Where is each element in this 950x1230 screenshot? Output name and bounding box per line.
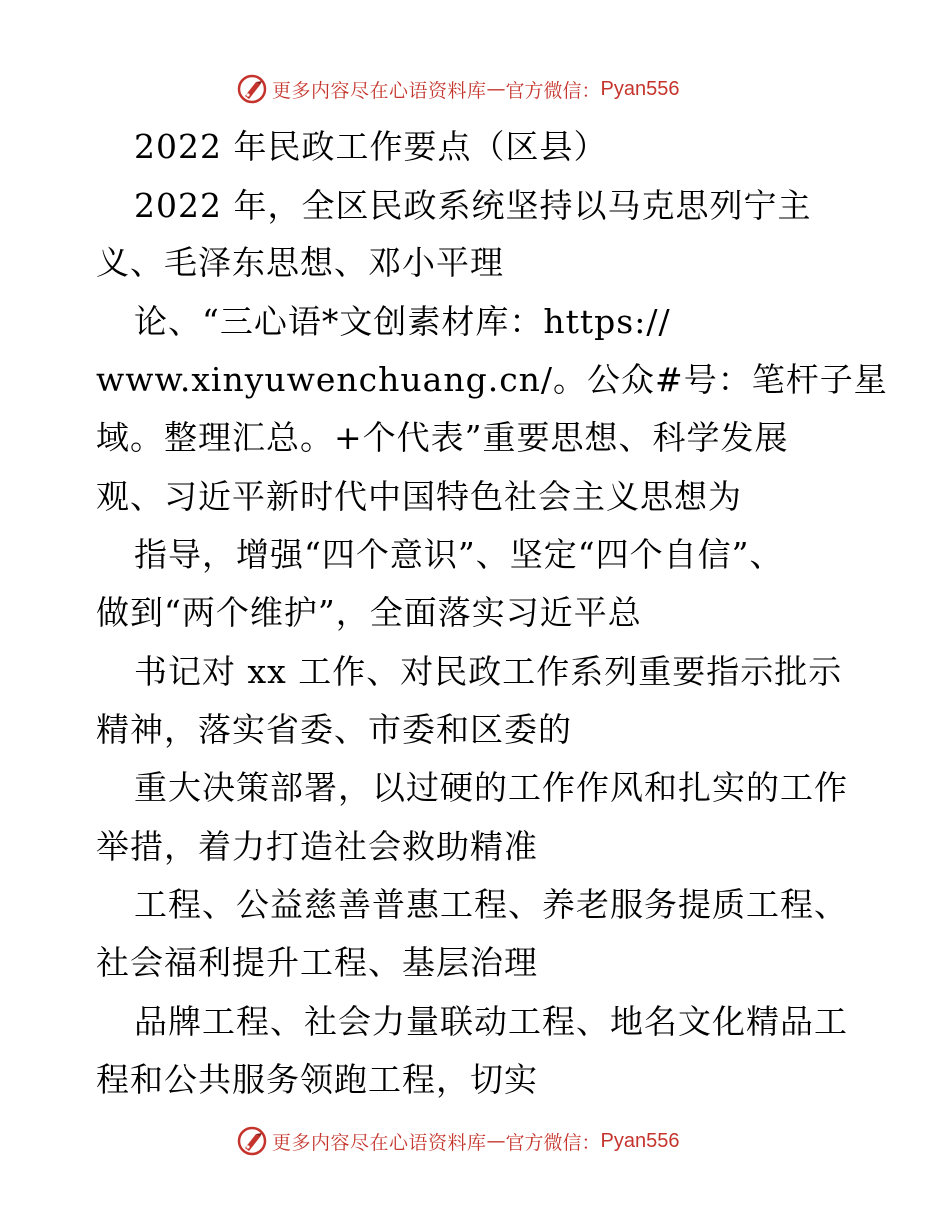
text-line: 品牌工程、社会力量联动工程、地名文化精品工 xyxy=(134,1002,848,1041)
text-line: 精神，落实省委、市委和区委的 xyxy=(96,710,572,749)
text-line: 论、“三心语*文创素材库：https:// xyxy=(134,302,671,341)
banner-wechat-id: Pyan556 xyxy=(600,1129,680,1152)
text-line: 2022 年，全区民政系统坚持以马克思列宁主 xyxy=(134,186,812,225)
banner-title: 更多内容尽在心语资料库 xyxy=(272,79,487,102)
banner-separator: — xyxy=(486,78,506,100)
document-title: 2022 年民政工作要点（区县） xyxy=(134,127,608,166)
footer-banner xyxy=(236,1124,680,1158)
text-line: 做到“两个维护”，全面落实习近平总 xyxy=(96,593,642,632)
text-line: 指导，增强“四个意识”、坚定“四个自信”、 xyxy=(134,535,784,574)
text-line: 义、毛泽东思想、邓小平理 xyxy=(96,243,504,282)
header-banner xyxy=(236,72,680,106)
text-line: 重大决策部署，以过硬的工作作风和扎实的工作 xyxy=(134,768,848,807)
text-line: www.xinyuwenchuang.cn/。公众#号：笔杆子星 xyxy=(96,360,888,399)
pen-nib-logo-icon xyxy=(236,1125,268,1157)
text-line: 工程、公益慈善普惠工程、养老服务提质工程、 xyxy=(134,885,848,924)
banner-separator: — xyxy=(486,1130,506,1152)
banner-title: 更多内容尽在心语资料库 xyxy=(272,1131,487,1154)
text-line: 程和公共服务领跑工程，切实 xyxy=(96,1060,538,1099)
text-line: 观、习近平新时代中国特色社会主义思想为 xyxy=(96,477,742,516)
banner-wechat-id: Pyan556 xyxy=(600,77,680,100)
text-line: 举措，着力打造社会救助精准 xyxy=(96,827,538,866)
banner-wechat-label: 官方微信： xyxy=(505,79,601,102)
banner-wechat-label: 官方微信： xyxy=(505,1131,601,1154)
text-line: 书记对 xx 工作、对民政工作系列重要指示批示 xyxy=(134,652,843,691)
pen-nib-logo-icon xyxy=(236,73,268,105)
text-line: 社会福利提升工程、基层治理 xyxy=(96,943,538,982)
text-line: 域。整理汇总。+个代表”重要思想、科学发展 xyxy=(96,418,789,457)
